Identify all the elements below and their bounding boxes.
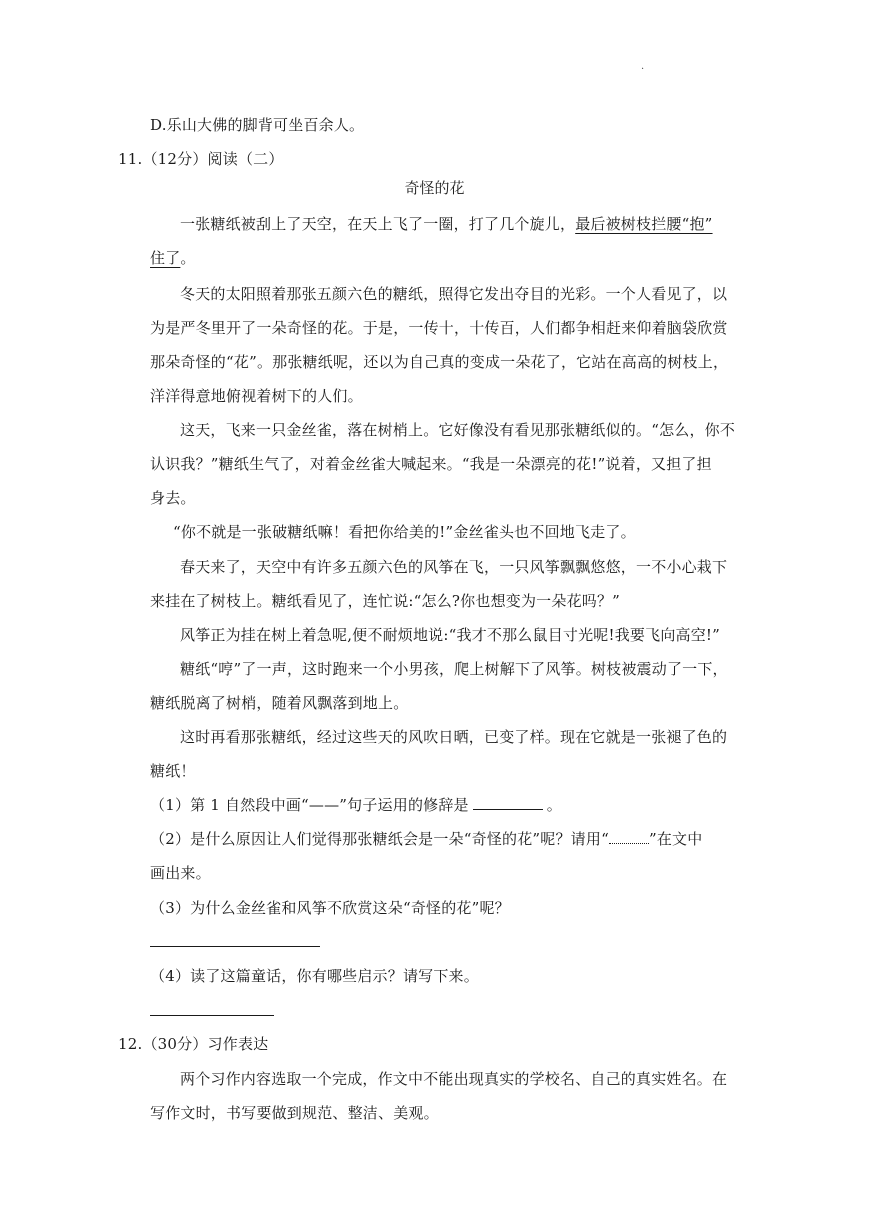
p1-end: 。 <box>180 249 196 267</box>
q12-header: 12.（30分）习作表达 <box>118 1035 269 1053</box>
passage-title: 奇怪的花 <box>404 179 465 197</box>
answer-line-4[interactable] <box>150 1015 274 1016</box>
p1-text: 一张糖纸被刮上了天空，在天上飞了一圈，打了几个旋儿， <box>180 215 576 233</box>
p6-line: 风筝正为挂在树上着急呢,便不耐烦地说:“我才不那么鼠目寸光呢!我要飞向高空!” <box>180 626 721 644</box>
question-1-end: 。 <box>546 796 562 814</box>
question-2-text: （2）是什么原因让人们觉得那张糖纸会是一朵“奇怪的花”呢？请用“ <box>150 830 609 848</box>
p7-line: 糖纸脱离了树梢，随着风飘落到地上。 <box>150 694 409 712</box>
p5-line: 春天来了，天空中有许多五颜六色的风筝在飞，一只风筝飘飘悠悠，一不小心栽下 <box>180 558 728 576</box>
answer-blank-1[interactable] <box>473 795 543 810</box>
p1-underlined-sentence-end: 住了 <box>150 249 181 267</box>
q12-instruction-line: 写作文时，书写要做到规范、整洁、美观。 <box>150 1104 439 1122</box>
q11-header: 11.（12分）阅读（二） <box>118 150 284 168</box>
p3-line: 身去。 <box>150 489 196 507</box>
p7-line: 糖纸“哼”了一声，这时跑来一个小男孩，爬上树解下了风筝。树枝被震动了一下， <box>180 660 728 678</box>
question-1-text: （1）第 1 自然段中画“——”句子运用的修辞是 <box>150 796 469 814</box>
p8-line: 这时再看那张糖纸，经过这些天的风吹日晒，已变了样。现在它就是一张褪了色的 <box>180 728 728 746</box>
p1-underlined-sentence: 最后被树枝拦腰“抱” <box>575 215 713 233</box>
page-dot: · <box>641 64 645 75</box>
question-2-line2: 画出来。 <box>150 864 211 882</box>
p5-line: 来挂在了树枝上。糖纸看见了，连忙说:“怎么?你也想变为一朵花吗？” <box>150 592 621 610</box>
question-3: （3）为什么金丝雀和风筝不欣赏这朵“奇怪的花”呢？ <box>150 899 510 917</box>
question-2-after: ”在文中 <box>648 830 703 848</box>
p3-line: 这天，飞来一只金丝雀，落在树梢上。它好像没有看见那张糖纸似的。“怎么，你不 <box>180 421 736 439</box>
p1-line2 <box>150 248 196 268</box>
p8-line: 糖纸！ <box>150 762 196 780</box>
p2-line: 冬天的太阳照着那张五颜六色的糖纸，照得它发出夺目的光彩。一个人看见了，以 <box>180 285 728 303</box>
p3-line: 认识我？”糖纸生气了，对着金丝雀大喊起来。“我是一朵漂亮的花!”说着，又担了担 <box>150 455 712 473</box>
p2-line: 为是严冬里开了一朵奇怪的花。于是，一传十，十传百，人们都争相赶来仰着脑袋欣赏 <box>150 319 728 337</box>
q10-option-d: D.乐山大佛的脚背可坐百余人。 <box>150 116 365 134</box>
answer-line-3[interactable] <box>150 946 320 947</box>
p4-line: “你不就是一张破糖纸嘛！看把你给美的!”金丝雀头也不回地飞走了。 <box>173 523 636 541</box>
p2-line: 那朵奇怪的“花”。那张糖纸呢，还以为自己真的变成一朵花了，它站在高高的树枝上， <box>150 353 729 371</box>
question-2 <box>150 829 702 849</box>
question-1 <box>150 795 562 815</box>
question-4: （4）读了这篇童话，你有哪些启示？请写下来。 <box>150 967 479 985</box>
q12-instruction-line: 两个习作内容选取一个完成，作文中不能出现真实的学校名、自己的真实姓名。在 <box>180 1070 728 1088</box>
p1-line1 <box>180 214 713 234</box>
wavy-line-mark <box>609 829 649 844</box>
p2-line: 洋洋得意地俯视着树下的人们。 <box>150 387 363 405</box>
